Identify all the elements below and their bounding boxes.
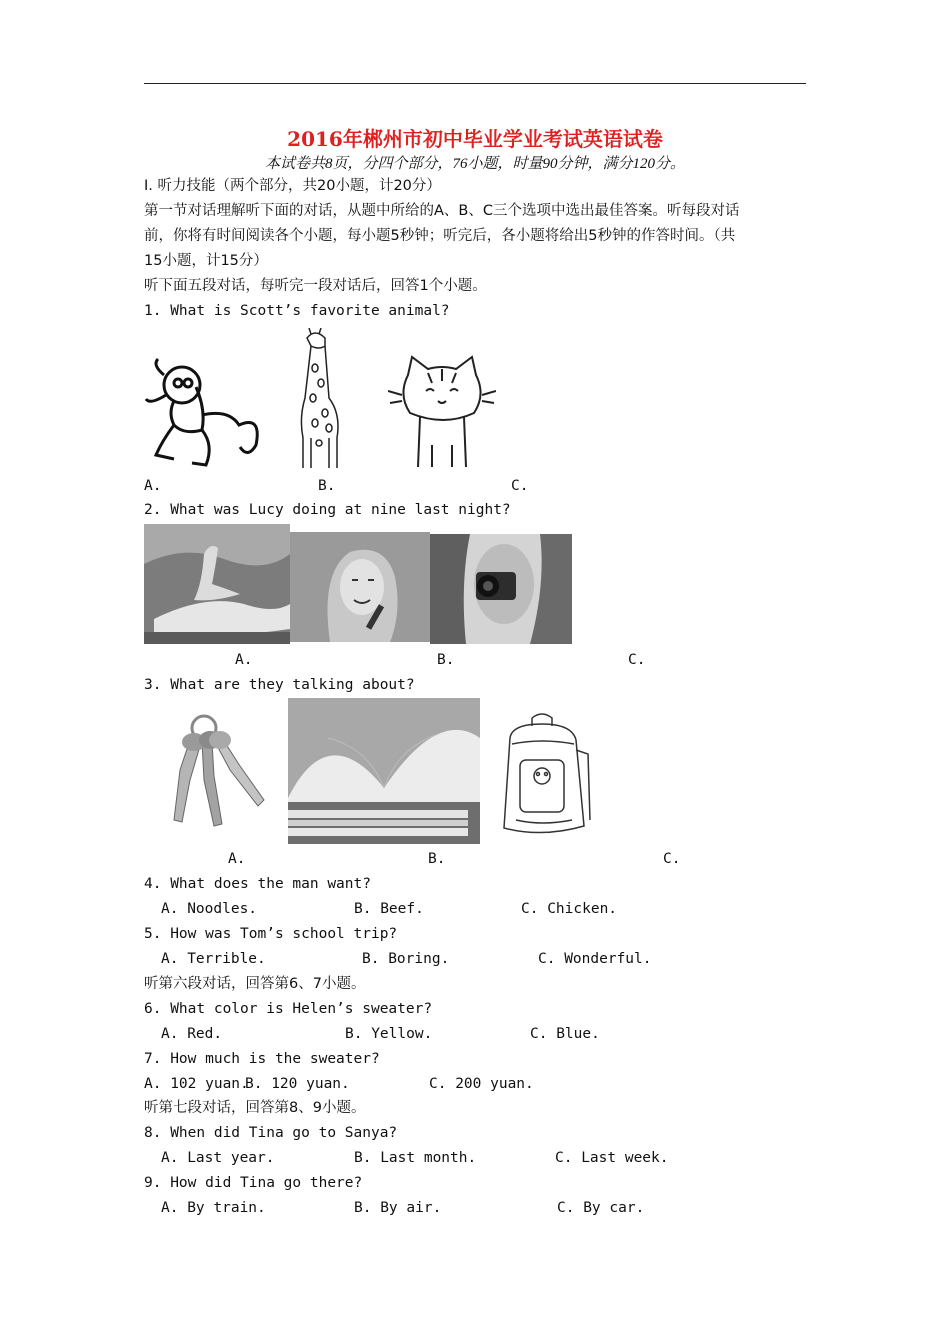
- question-6: 6. What color is Helen’s sweater?: [144, 1001, 433, 1017]
- instructions-line-2: 前，你将有时间阅读各个小题，每小题5秒钟；听完后，各小题将给出5秒钟的作答时间。（共: [144, 228, 736, 244]
- q8-option-b: B. Last month.: [354, 1150, 477, 1166]
- instructions-line-1: 第一节对话理解听下面的对话，从题中所给的A、B、C三个选项中选出最佳答案。听每段对话: [144, 203, 740, 219]
- q5-option-b: B. Boring.: [362, 951, 450, 967]
- question-1: 1. What is Scott’s favorite animal?: [144, 303, 450, 319]
- q4-option-c: C. Chicken.: [521, 901, 618, 917]
- q2-option-c: C.: [628, 652, 646, 668]
- q6-option-b: B. Yellow.: [345, 1026, 433, 1042]
- q7-option-c: C. 200 yuan.: [429, 1076, 534, 1092]
- note-q6-q7: 听第六段对话，回答第6、7小题。: [144, 976, 366, 992]
- backpack-drawing-icon: [492, 710, 592, 842]
- q5-option-a: A. Terrible.: [161, 951, 266, 967]
- singing-photo: [290, 532, 430, 642]
- q6-option-a: A. Red.: [161, 1026, 223, 1042]
- instructions-line-3: 15小题，计15分）: [144, 253, 268, 269]
- book-photo: [288, 698, 480, 844]
- q8-option-c: C. Last week.: [555, 1150, 669, 1166]
- dancing-photo: [144, 524, 290, 644]
- q5-option-c: C. Wonderful.: [538, 951, 652, 967]
- q3-option-a: A.: [228, 851, 246, 867]
- q1-option-c: C.: [511, 478, 529, 494]
- exam-subtitle: 本试卷共8页，分四个部分，76小题，时量90分钟，满分120分。: [264, 156, 685, 172]
- question-3: 3. What are they talking about?: [144, 677, 415, 693]
- question-9: 9. How did Tina go there?: [144, 1175, 363, 1191]
- q2-option-a: A.: [235, 652, 253, 668]
- q3-option-c: C.: [663, 851, 681, 867]
- cat-drawing-icon: [388, 355, 496, 470]
- q9-option-b: B. By air.: [354, 1200, 442, 1216]
- question-7: 7. How much is the sweater?: [144, 1051, 380, 1067]
- q8-option-a: A. Last year.: [161, 1150, 275, 1166]
- question-8: 8. When did Tina go to Sanya?: [144, 1125, 398, 1141]
- q7-option-a: A. 102 yuan.: [144, 1076, 249, 1092]
- giraffe-drawing-icon: [289, 328, 367, 470]
- q4-option-a: A. Noodles.: [161, 901, 258, 917]
- q6-option-c: C. Blue.: [530, 1026, 600, 1042]
- q1-option-a: A.: [144, 478, 162, 494]
- q9-option-a: A. By train.: [161, 1200, 266, 1216]
- q4-option-b: B. Beef.: [354, 901, 424, 917]
- part-note: 听下面五段对话，每听完一段对话后，回答1个小题。: [144, 278, 487, 294]
- section-heading: I. 听力技能（两个部分，共20小题，计20分）: [144, 178, 441, 194]
- camera-photo: [430, 534, 572, 644]
- exam-title: 2016年郴州市初中毕业学业考试英语试卷: [287, 127, 663, 151]
- question-2: 2. What was Lucy doing at nine last night?: [144, 502, 511, 518]
- question-5: 5. How was Tom’s school trip?: [144, 926, 398, 942]
- q3-option-b: B.: [428, 851, 446, 867]
- q1-option-b: B.: [318, 478, 336, 494]
- top-rule: [144, 83, 806, 84]
- q9-option-c: C. By car.: [557, 1200, 645, 1216]
- q7-option-b: B. 120 yuan.: [245, 1076, 350, 1092]
- monkey-drawing-icon: [144, 355, 264, 470]
- note-q8-q9: 听第七段对话，回答第8、9小题。: [144, 1100, 366, 1116]
- keys-photo: [160, 710, 270, 830]
- question-4: 4. What does the man want?: [144, 876, 371, 892]
- q2-option-b: B.: [437, 652, 455, 668]
